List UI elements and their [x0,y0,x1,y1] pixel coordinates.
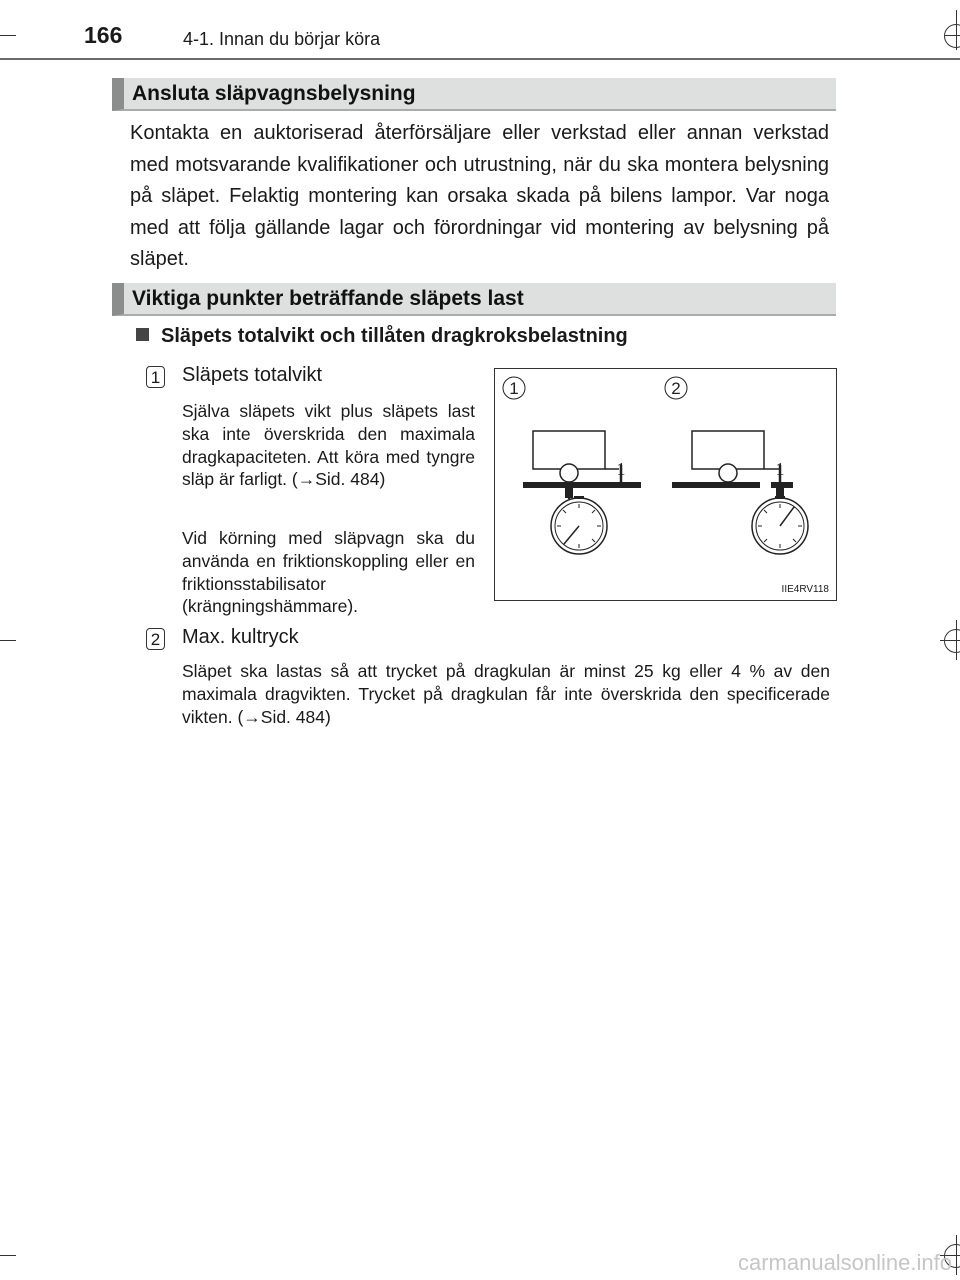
item-paragraph: Släpet ska lastas så att trycket på dragkulan är minst 25 kg eller 4 % av den maximala dragvikten. Trycket på dragkulan får inte överskrida den specificerade vikten. (→Sid. 484) [182,661,830,727]
sub-heading-text: Släpets totalvikt och tillåten dragkroksbelastning [161,325,628,347]
trailer-left [523,431,641,499]
header-divider [0,58,960,60]
crop-mark [0,1255,16,1256]
svg-text:1: 1 [775,459,785,479]
trailer-weight-figure [494,368,837,601]
figure-label-1: 1 [509,379,519,398]
section-title: Viktiga punkter beträffande släpets last [132,287,524,310]
section-header-trailer-load [112,283,836,316]
crop-mark [944,629,960,653]
square-bullet-icon [136,328,149,341]
figure-code: IIE4RV118 [781,584,829,595]
page-number: 166 [84,22,123,48]
svg-text:1: 1 [616,459,626,479]
scale-gauge-right [752,496,808,554]
item-number-badge: 1 [146,366,165,388]
chapter-title: 4-1. Innan du börjar köra [183,29,381,49]
section-title: Ansluta släpvagnsbelysning [132,82,416,105]
trailer-weight-illustration [495,369,836,600]
item-number-badge: 2 [146,628,165,650]
figure-label-2: 2 [671,379,681,398]
scale-gauge-left [551,496,607,554]
item-title: Max. kultryck [182,626,299,648]
footer-watermark[interactable]: carmanualsonline.info [737,1250,952,1275]
item-title: Släpets totalvikt [182,364,323,386]
sub-heading [136,325,628,348]
crop-mark [0,35,16,36]
item-paragraph: Vid körning med släpvagn ska du använda en friktionskoppling eller en friktionsstabilisator (krängningshämmare). [182,528,475,617]
item-paragraph: Själva släpets vikt plus släpets last ska inte överskrida den maximala dragkapaciteten. Att köra med tyngre släp är farligt. (→Sid. 484) [182,401,475,490]
crop-mark [0,640,16,641]
section-header-trailer-lighting [112,78,836,111]
trailer-right [672,431,793,498]
crop-mark [944,24,960,48]
section-body-text: Kontakta en auktoriserad återförsäljare eller verkstad eller annan verkstad med motsvarande kvalifikationer och utrustning, när du ska montera belysning på släpet. Felaktig montering kan orsaka skada på bilens lampor. Var noga med att följa gällande lagar och förordningar vid montering av belysning på släpet. [130,122,829,271]
